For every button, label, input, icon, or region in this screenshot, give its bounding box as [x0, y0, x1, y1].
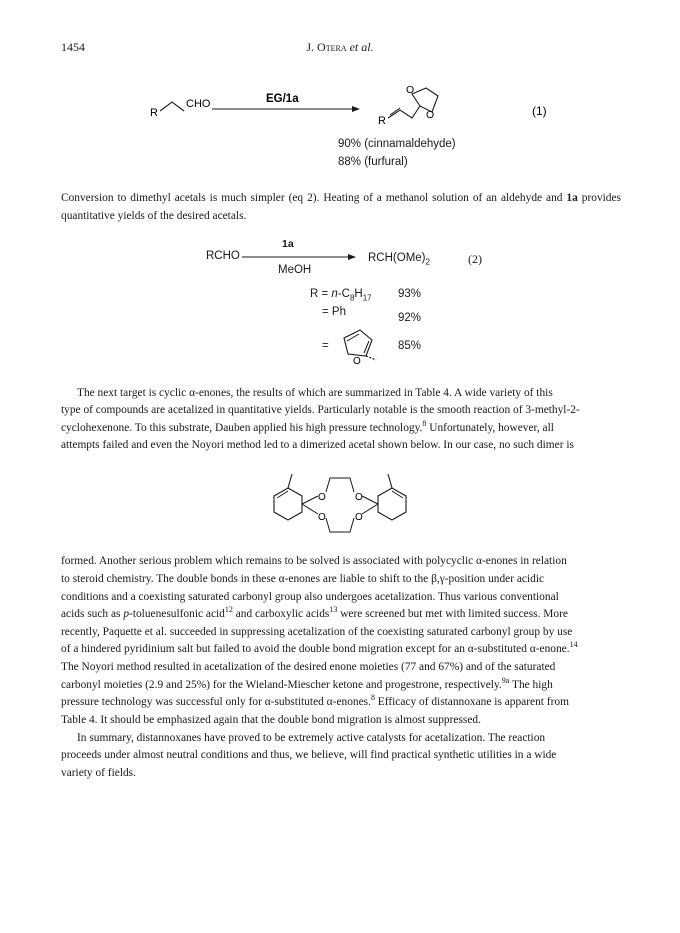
- p1-text-b: provides quantitative yields of the desired acetals.: [61, 192, 621, 222]
- p2-l3-ref: 8: [422, 419, 427, 429]
- p3-l9b: Efficacy of distannoxane is apparent from: [374, 696, 569, 708]
- dimer-o-3: O: [355, 492, 363, 503]
- dimer-structure: [260, 466, 420, 546]
- p4-line-1: In summary, distannoxanes have proved to be extremely active catalysts for acetalization. The reaction: [77, 732, 546, 744]
- eq1-ring-o-bottom: O: [426, 109, 435, 121]
- eq1-product-chain: [388, 106, 420, 118]
- author-prefix: J.: [306, 40, 318, 54]
- p3-l4a: acids such as: [61, 608, 124, 620]
- p3-l9a: pressure technology was successful only for α-substituted α-enones.: [61, 696, 371, 708]
- eq2-r3-label: =: [322, 340, 329, 352]
- p3-l9-ref: 8: [370, 693, 375, 703]
- eq2-product: [368, 252, 430, 266]
- p3-line-7: The Noyori method resulted in acetalization of the desired enone moieties (77 and 67%) and of the saturated: [61, 661, 556, 673]
- paragraph-2: [61, 385, 621, 403]
- eq2-number: (2): [468, 252, 482, 266]
- furan-o: O: [353, 356, 361, 367]
- p2-line-2: type of compounds are acetalized in quantitative yields. Particularly notable is the smooth reaction of 3-methyl-2-: [61, 404, 580, 416]
- p4-line-3: variety of fields.: [61, 767, 136, 779]
- p2-line-3: [61, 420, 621, 438]
- p3-l4-italic: p: [123, 608, 130, 620]
- eq2-r2-label: = Ph: [322, 306, 346, 318]
- p3-l8b: The high: [509, 679, 553, 691]
- eq2-reactant: RCHO: [206, 250, 240, 262]
- eq1-yield-2: 88% (furfural): [338, 156, 408, 168]
- eq2-r2-yield: 92%: [398, 312, 422, 324]
- eq1-reagent: EG/1a: [266, 93, 299, 105]
- r1-italic: n: [331, 288, 338, 300]
- paragraph-1: [61, 190, 621, 225]
- p3-line-2: to steroid chemistry. The double bonds in these α-enones are liable to shift to the β,γ-position under acidic: [61, 573, 545, 585]
- eq1-arrowhead: [352, 106, 360, 112]
- r1-sub1: 8: [349, 293, 355, 303]
- r1-label: R =: [310, 288, 332, 300]
- dimer-o-1: O: [318, 492, 326, 503]
- eq1-product-r: R: [378, 115, 386, 127]
- p3-l4-ref1: 12: [224, 605, 233, 615]
- eq1-reactant-cho: CHO: [186, 98, 211, 110]
- eq1-number: (1): [532, 104, 547, 118]
- eq2-product-text: RCH(OMe): [368, 252, 426, 264]
- dimer-o-4: O: [355, 512, 363, 523]
- eq2-arrow: [240, 252, 360, 262]
- p3-l4-ref2: 13: [329, 605, 338, 615]
- p2-l3a: cyclohexenone. To this substrate, Dauben applied his high pressure technology.: [61, 422, 423, 434]
- p1-text-a: Conversion to dimethyl acetals is much simpler (eq 2). Heating of a methanol solution of an aldehyde and: [61, 192, 567, 204]
- eq2-r1: [310, 288, 372, 302]
- running-head: [0, 40, 680, 55]
- p3-line-8: [61, 677, 621, 695]
- author-suffix: et al.: [349, 40, 374, 54]
- p3-l4d: were screened but met with limited success. More: [337, 608, 568, 620]
- eq1-reactant-r: R: [150, 107, 158, 119]
- p3-l8-ref: 9a: [501, 676, 510, 686]
- page-number: 1454: [61, 40, 85, 54]
- eq1-ring-o-top: O: [406, 84, 415, 96]
- p3-l6a: of a hindered pyridinium salt but failed to avoid the double bond migration except for an α-substituted α-enone.: [61, 643, 570, 655]
- p3-l6-ref: 14: [569, 640, 578, 650]
- p3-l4b: -toluenesulfonic acid: [129, 608, 225, 620]
- eq2-r3-yield: 85%: [398, 340, 422, 352]
- eq1-yield-1: 90% (cinnamaldehyde): [338, 138, 456, 150]
- p3-line-3: conditions and a coexisting saturated carbonyl group also undergoes acetalization. Thus various conventional: [61, 591, 559, 603]
- p4-line-2: proceeds under almost neutral conditions and thus, we believe, will find practical synthetic utilities in a wide: [61, 749, 557, 761]
- p3-l8a: carbonyl moieties (2.9 and 25%) for the Wieland-Miescher ketone and progestrone, respectively.: [61, 679, 502, 691]
- eq2-product-sub: 2: [425, 257, 430, 267]
- p3-line-9: [61, 694, 621, 712]
- r1-h: H: [354, 288, 363, 300]
- p3-l4c: and carboxylic acids: [232, 608, 330, 620]
- r1-rest: -C: [337, 288, 350, 300]
- p2-l1a: The next target is cyclic: [77, 387, 190, 399]
- eq1-reactant-chain: [160, 102, 184, 111]
- eq2-r1-yield: 93%: [398, 288, 422, 300]
- p1-bold-a: 1a: [566, 192, 578, 204]
- p2-l3b: Unfortunately, however, all: [426, 422, 554, 434]
- p2-l1b: α-enones, the results of which are summarized in Table 4. A wide variety of this: [189, 387, 553, 399]
- p3-line-5: recently, Paquette et al. succeeded in suppressing acetalization of the coexisting saturated carbonyl group by use: [61, 626, 573, 638]
- p3-line-1: formed. Another serious problem which remains to be solved is associated with polycyclic α-enones in relation: [61, 555, 567, 567]
- author-name: Otera: [317, 40, 347, 54]
- eq2-reagent-top: 1a: [282, 238, 294, 250]
- r1-sub2: 17: [362, 293, 372, 303]
- p2-line-4: attempts failed and even the Noyori method led to a dimerized acetal shown below. In our case, no such dimer is: [61, 439, 574, 451]
- p3-line-6: [61, 641, 621, 659]
- eq2-reagent-bottom: MeOH: [278, 264, 312, 276]
- p2-line-1: [61, 385, 621, 403]
- dimer-o-2: O: [318, 512, 326, 523]
- p3-line-10: Table 4. It should be emphasized again that the double bond migration is almost suppressed.: [61, 714, 481, 726]
- p3-line-4: [61, 606, 621, 624]
- furan-ring: [334, 324, 386, 368]
